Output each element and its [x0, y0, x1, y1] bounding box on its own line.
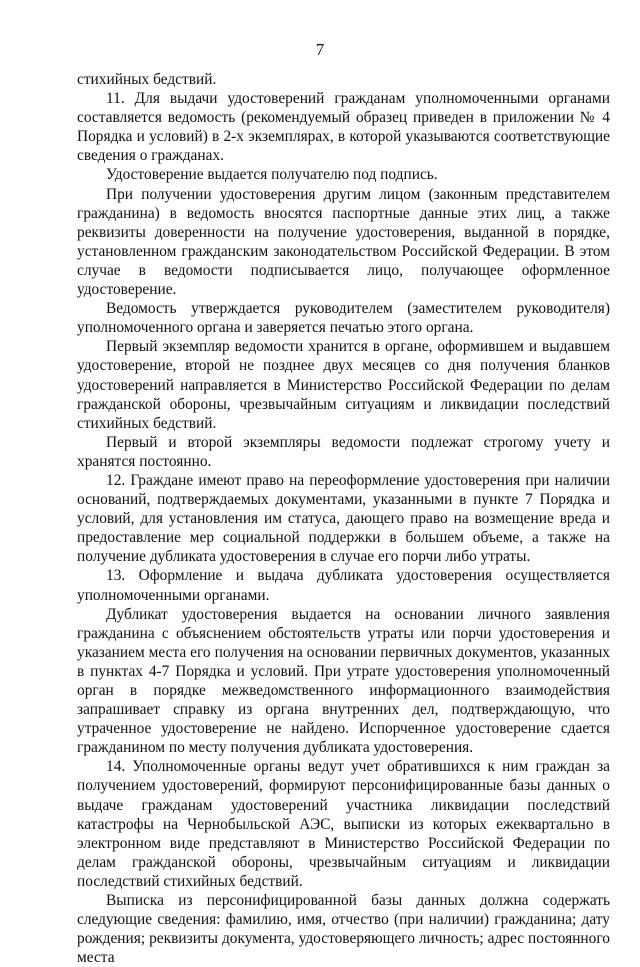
- paragraph-item-14: 14. Уполномоченные органы ведут учет обратившихся к ним граждан за получением удостоверений, формируют персонифицированные базы данных о выдаче гражданам удостоверений участника ликвидации последствий катастрофы на Чернобыльской АЭС, выписки из которых ежеквартально в электронном виде представляют в Министерство Российской Федерации по делам гражданской обороны, чрезвычайным ситуациям и ликвидации последствий стихийных бедствий.: [77, 758, 610, 890]
- paragraph-item-11: 11. Для выдачи удостоверений гражданам уполномоченными органами составляется ведомость (рекомендуемый образец приведен в приложении № 4 Порядка и условий) в 2-х экземплярах, в которой указываются соответствующие сведения о гражданах.: [77, 90, 610, 165]
- paragraph-representative: При получении удостоверения другим лицом (законным представителем гражданина) в ведомость вносятся паспортные данные этих лиц, а также реквизиты доверенности на получение удостоверения, выданной в порядке, установленном гражданским законодательством Российской Федерации. В этом случае в ведомости подписывается лицо, получающее оформленное удостоверение.: [77, 185, 610, 299]
- paragraph-duplicate: Дубликат удостоверения выдается на основании личного заявления гражданина с объяснением обстоятельств утраты или порчи удостоверения и указанием места его получения на основании первичных документов, указанных в пунктах 4-7 Порядка и условий. При утрате удостоверения уполномоченный орган в порядке межведомственного информационного взаимодействия запрашивает справку из органа внутренних дел, подтверждающую, что утраченное удостоверение не найдено. Испорченное удостоверение сдается гражданином по месту получения дубликата удостоверения.: [77, 605, 610, 757]
- paragraph-signature-receipt: Удостоверение выдается получателю под подпись.: [106, 166, 438, 184]
- paragraph-continuation: стихийных бедствий.: [77, 71, 217, 88]
- paragraph-item-13: 13. Оформление и выдача дубликата удостоверения осуществляется уполномоченными органами.: [77, 567, 610, 604]
- page-number: 7: [315, 40, 325, 59]
- paragraph-register-storage: Первый и второй экземпляры ведомости подлежат строгому учету и хранятся постоянно.: [77, 433, 610, 470]
- paragraph-extract-contents: Выписка из персонифицированной базы данных должна содержать следующие сведения: фамилию, имя, отчество (при наличии) гражданина; дату рождения; реквизиты документа, удостоверяющего личность; адрес постоянного места: [77, 892, 610, 967]
- paragraph-item-12: 12. Граждане имеют право на переоформление удостоверения при наличии оснований, подтверждаемых документами, указанными в пункте 7 Порядка и условий, для установления им статуса, дающего право на возмещение вреда и предоставление мер социальной поддержки в большем объеме, а также на получение дубликата удостоверения в случае его порчи либо утраты.: [77, 471, 610, 566]
- paragraph-register-copies: Первый экземпляр ведомости хранится в органе, оформившем и выдавшем удостоверение, второй не позднее двух месяцев со дня получения бланков удостоверений направляется в Министерство Российской Федерации по делам гражданской обороны, чрезвычайным ситуациям и ликвидации последствий стихийных бедствий.: [77, 338, 610, 432]
- paragraph-register-approval: Ведомость утверждается руководителем (заместителем руководителя) уполномоченного органа и заверяется печатью этого органа.: [77, 300, 610, 337]
- page-body: [77, 70, 610, 967]
